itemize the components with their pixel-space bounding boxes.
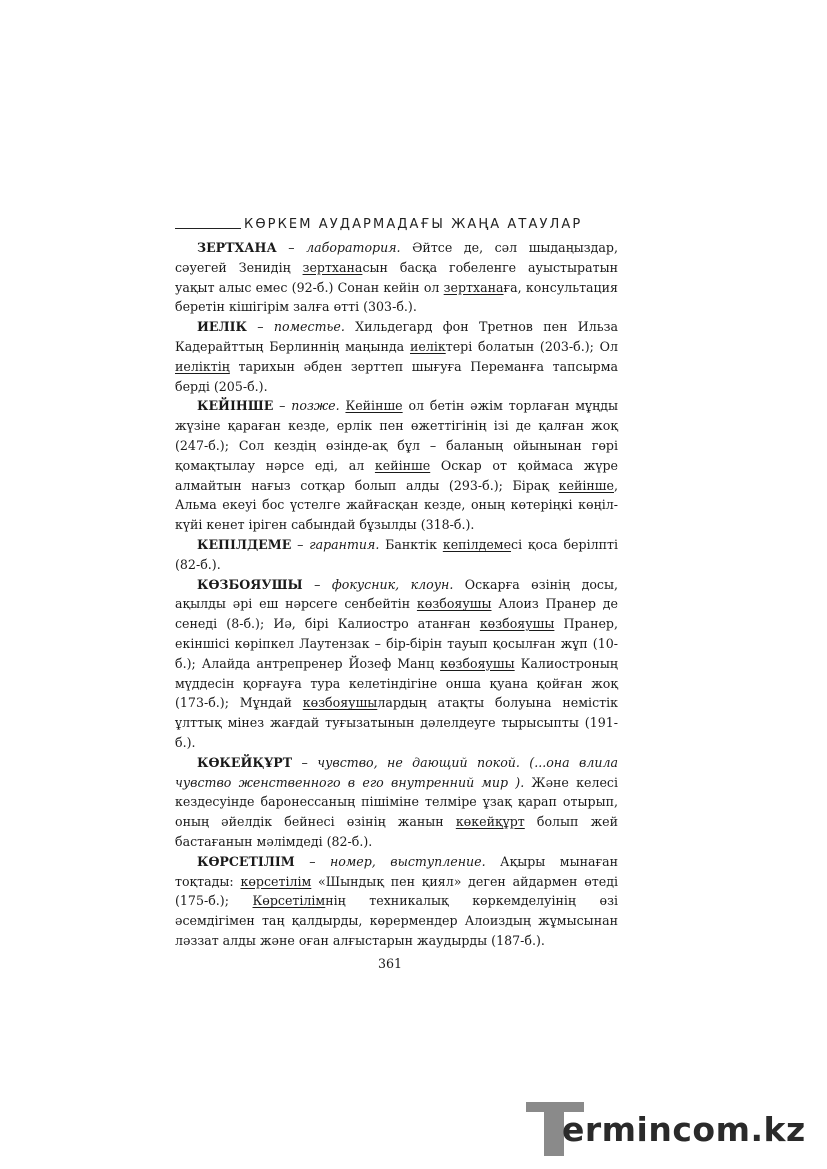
entry-translation: поместье.: [273, 319, 345, 335]
dictionary-entry: [175, 852, 618, 951]
term-usage-underlined: зертхана: [443, 279, 504, 295]
term-usage-underlined: Кейінше: [345, 398, 403, 414]
example-text: Оскар от қоймаса жүре алмайтын нағыз сотқар болып алды (293-б.); Бірақ: [175, 457, 618, 493]
example-text: Калиостроның мүддесін қорғауға тура келетіндігіне онша қуана қойған жоқ (173-б.); Мұндай: [175, 655, 618, 711]
term-usage-underlined: көзбояушы: [302, 695, 378, 711]
example-text: болып жей бастағанын мәлімдеді (82-б.).: [175, 814, 618, 849]
entry-term: ИЕЛІК: [197, 319, 247, 335]
example-text: Ақыры мынаған тоқтады:: [175, 853, 618, 889]
dictionary-entry: [175, 753, 618, 852]
term-usage-underlined: кейінше: [374, 457, 431, 473]
term-usage-underlined: кепілдеме: [442, 536, 512, 552]
dictionary-entry: [175, 396, 618, 535]
example-text: сі қоса берілпті (82-б.).: [175, 536, 618, 572]
entry-dash: –: [294, 853, 330, 869]
entry-translation: лаборатория.: [306, 240, 401, 255]
entry-translation: гарантия.: [309, 536, 380, 552]
entry-translation: фокусник, клоун.: [331, 576, 454, 592]
example-text: ға, консультация беретін кішігірім залға өтті (303-б.).: [175, 279, 618, 315]
term-usage-underlined: иеліктің: [175, 358, 230, 374]
term-usage-underlined: көзбояушы: [479, 616, 555, 632]
example-text: тарихын әбден зерттеп шығуға Переманға тапсырма берді (205-б.).: [175, 358, 618, 394]
dictionary-entries: [175, 238, 618, 951]
page-number: 361: [377, 956, 403, 971]
header-rule: [175, 228, 241, 229]
example-text: Және келесі кездесуінде баронессаның пішіміне телміре ұзақ қарап отырып, оның әйелдік бейнесі өзінің жанын: [175, 774, 618, 830]
example-text: Пранер, екіншісі көріпкел Лаутензак – бір-бірін тауып қосылған жұп (10-б.); Алайда антрепренер Йозеф Манц: [175, 616, 618, 671]
dictionary-entry: [175, 535, 618, 575]
example-text: лардың атақты болуына немістік ұлттық мінез жағдай туғызатынын дәлелдеуге тырысыпты (191-б.).: [175, 695, 618, 750]
term-usage-underlined: көзбояушы: [440, 655, 515, 671]
example-text: нің техникалық көркемделуінің өзі әсемдігімен таң қалдырды, көрермендер Алоиздың жұмысынан ләззат алды және оған алғыстарын жаудырды (187-б.).: [175, 893, 619, 948]
term-usage-underlined: Көрсетілім: [252, 893, 326, 909]
entry-term: КЕЙІНШЕ: [197, 398, 274, 414]
termincom-logo: [526, 1098, 816, 1158]
example-text: Хильдегард фон Третнов пен Ильза Кадерайттың Берлиннің маңында: [175, 319, 618, 354]
example-text: сын басқа гобеленге ауыстыратын уақыт алыс емес (92-б.) Сонан кейін ол: [175, 259, 618, 295]
entry-dash: –: [291, 536, 310, 552]
example-text: Оскарға өзінің досы, ақылды әрі еш нәрсеге сенбейтін: [175, 576, 618, 612]
entry-dash: –: [292, 754, 318, 770]
entry-dash: –: [302, 576, 332, 592]
entry-translation: чувство, не дающий покой. (...она влила чувство женственного в его внутренний мир ).: [175, 754, 618, 790]
term-usage-underlined: көрсетілім: [240, 873, 312, 889]
term-usage-underlined: көзбояушы: [416, 596, 492, 612]
dictionary-entry: [175, 317, 618, 396]
entry-dash: –: [246, 319, 274, 335]
term-usage-underlined: зертхана: [302, 259, 363, 275]
entry-term: КЕПІЛДЕМЕ: [197, 536, 292, 552]
example-text: Әйтсе де, сәл шыдаңыздар, сәуегей Зенидің: [175, 240, 618, 275]
term-usage-underlined: иелік: [409, 338, 446, 354]
example-text: ол бетін әжім торлаған мұңды жүзіне қараған кезде, ерлік пен өжеттігінің ізі де қалған жоқ (247-б.); Сол кездің өзінде-ақ бұл – баланың ойынынан гөрі қомақтылау нәрсе еді, ал: [175, 398, 618, 473]
entry-term: КӨЗБОЯУШЫ: [197, 576, 303, 592]
entry-translation: позже.: [291, 398, 340, 414]
dictionary-entry: [175, 238, 618, 317]
example-text: «Шындық пен қиял» деген айдармен өтеді (175-б.);: [175, 873, 618, 909]
entry-term: ЗЕРТХАНА: [197, 240, 277, 255]
example-text: тері болатын (203-б.); Ол: [445, 338, 618, 354]
running-header: [175, 212, 620, 232]
example-text: Банктік: [379, 536, 443, 552]
entry-dash: –: [276, 240, 307, 255]
entry-term: КӨКЕЙҚҰРТ: [197, 754, 293, 770]
logo-text: ermincom.kz: [562, 1110, 806, 1149]
dictionary-entry: [175, 575, 618, 753]
entry-term: КӨРСЕТІЛІМ: [197, 853, 295, 869]
entry-translation: номер, выступление.: [329, 853, 486, 869]
example-text: Алоиз Пранер де сенеді (8-б.); Иә, бірі Калиостро атанған: [175, 596, 619, 632]
term-usage-underlined: көкейқұрт: [455, 814, 525, 830]
header-title: КӨРКЕМ АУДАРМАДАҒЫ ЖАҢА АТАУЛАР: [244, 217, 583, 232]
example-text: , Альма екеуі бос үстелге жайғасқан кезде, оның көтеріңкі көңіл-күйі кенет іріген сабындай бұзылды (318-б.).: [175, 477, 618, 533]
entry-dash: –: [273, 398, 292, 414]
term-usage-underlined: кейінше: [558, 477, 614, 493]
